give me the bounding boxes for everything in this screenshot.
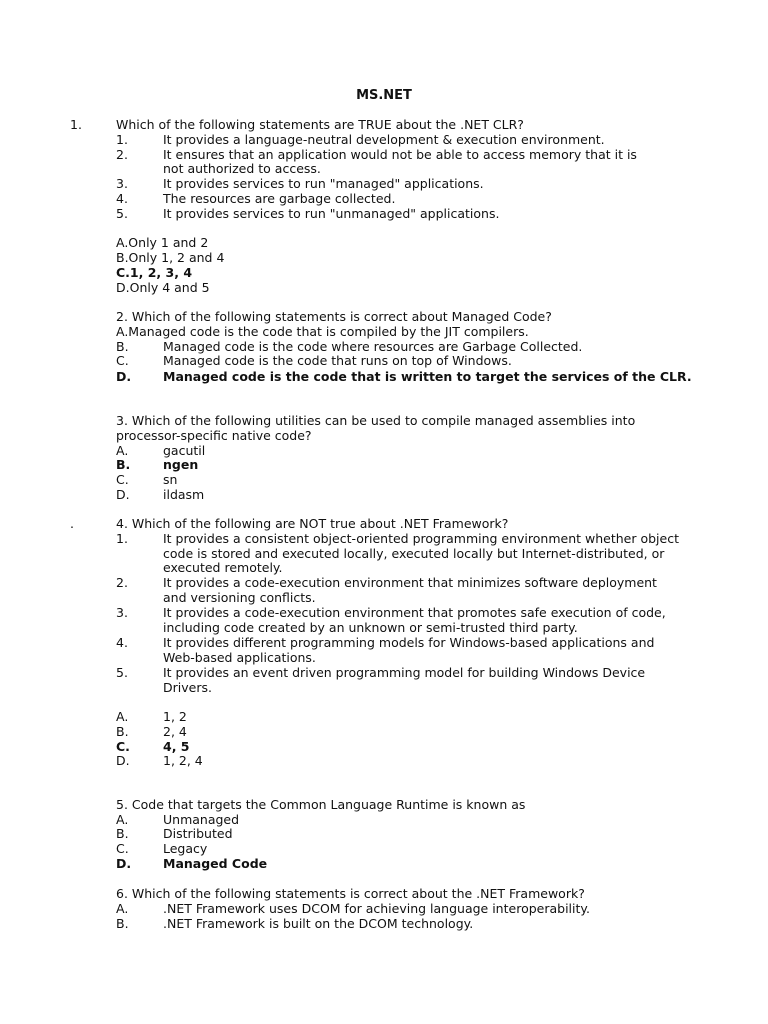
question-number: 1.	[70, 117, 82, 132]
statement-number: 2.	[116, 575, 128, 590]
option-text: 1, 2, 4	[163, 753, 203, 768]
option-text: 1, 2	[163, 709, 187, 724]
option-text: sn	[163, 472, 178, 487]
statement-number: 1.	[116, 531, 128, 546]
statement-text: It provides an event driven programming model for building Windows Device	[163, 665, 646, 680]
option-text: Unmanaged	[163, 812, 240, 827]
statement-text-continued: and versioning conflicts.	[163, 590, 316, 605]
option-text: Managed code is the code where resources are Garbage Collected.	[163, 339, 583, 354]
option-text: 2, 4	[163, 724, 187, 739]
statement-text-continued: Drivers.	[163, 680, 212, 695]
option-label: C.	[116, 353, 129, 368]
option-text: Legacy	[163, 841, 208, 856]
statement-text: It provides services to run "unmanaged" applications.	[163, 206, 500, 221]
option-text: Managed code is the code that runs on top of Windows.	[163, 353, 512, 368]
answer-option-correct: C.1, 2, 3, 4	[116, 265, 193, 280]
statement-text: It ensures that an application would not be able to access memory that it is	[163, 147, 637, 162]
statement-text-continued: Web-based applications.	[163, 650, 316, 665]
statement-text: The resources are garbage collected.	[163, 191, 396, 206]
question-text-continued: processor-specific native code?	[116, 428, 312, 443]
option-text-correct: 4, 5	[163, 739, 190, 754]
option-label: B.	[116, 916, 129, 931]
statement-text: It provides a language-neutral development & execution environment.	[163, 132, 605, 147]
option-label: C.	[116, 472, 129, 487]
statement-text-continued: including code created by an unknown or semi-trusted third party.	[163, 620, 578, 635]
answer-option: A.Only 1 and 2	[116, 235, 209, 250]
option-text-correct: Managed Code	[163, 856, 268, 871]
statement-number: 5.	[116, 206, 128, 221]
statement-text: It provides a code-execution environment that promotes safe execution of code,	[163, 605, 666, 620]
statement-number: 4.	[116, 191, 128, 206]
page-title: MS.NET	[356, 88, 412, 103]
answer-option: D.Only 4 and 5	[116, 280, 210, 295]
question-text: Which of the following statements are TRUE about the .NET CLR?	[116, 117, 524, 132]
option-text: .NET Framework uses DCOM for achieving language interoperability.	[163, 901, 590, 916]
option-label-correct: D.	[116, 856, 132, 871]
option-text-correct: Managed code is the code that is written to target the services of the CLR.	[163, 369, 692, 384]
answer-option: B.Only 1, 2 and 4	[116, 250, 225, 265]
statement-text-continued: not authorized to access.	[163, 161, 321, 176]
option-label-correct: B.	[116, 457, 131, 472]
question-text: 5. Code that targets the Common Language Runtime is known as	[116, 797, 526, 812]
option-label: B.	[116, 339, 129, 354]
question-text: 2. Which of the following statements is correct about Managed Code?	[116, 309, 552, 324]
statement-number: 2.	[116, 147, 128, 162]
option-label: D.	[116, 487, 130, 502]
option-label: A.	[116, 901, 129, 916]
option-label: A.	[116, 443, 129, 458]
option-label-correct: C.	[116, 739, 130, 754]
statement-text-continued: executed remotely.	[163, 560, 283, 575]
statement-text: It provides different programming models for Windows-based applications and	[163, 635, 655, 650]
question-text: 6. Which of the following statements is correct about the .NET Framework?	[116, 886, 585, 901]
option-label: D.	[116, 753, 130, 768]
statement-text: It provides a code-execution environment that minimizes software deployment	[163, 575, 657, 590]
statement-text: It provides services to run "managed" applications.	[163, 176, 484, 191]
option-label: B.	[116, 724, 129, 739]
option-text: gacutil	[163, 443, 206, 458]
statement-text-continued: code is stored and executed locally, executed locally but Internet-distributed, or	[163, 546, 665, 561]
answer-option: A.Managed code is the code that is compiled by the JIT compilers.	[116, 324, 529, 339]
option-text: .NET Framework is built on the DCOM technology.	[163, 916, 474, 931]
option-text: ildasm	[163, 487, 205, 502]
option-label-correct: D.	[116, 369, 132, 384]
option-text: Distributed	[163, 826, 233, 841]
statement-number: 3.	[116, 176, 128, 191]
question-text: 4. Which of the following are NOT true about .NET Framework?	[116, 516, 509, 531]
option-label: A.	[116, 812, 129, 827]
statement-number: 5.	[116, 665, 128, 680]
question-text: 3. Which of the following utilities can be used to compile managed assemblies into	[116, 413, 636, 428]
statement-number: 1.	[116, 132, 128, 147]
option-label: A.	[116, 709, 129, 724]
statement-number: 3.	[116, 605, 128, 620]
statement-number: 4.	[116, 635, 128, 650]
option-text-correct: ngen	[163, 457, 199, 472]
statement-text: It provides a consistent object-oriented programming environment whether object	[163, 531, 679, 546]
question-marker: .	[70, 516, 74, 531]
option-label: C.	[116, 841, 129, 856]
option-label: B.	[116, 826, 129, 841]
